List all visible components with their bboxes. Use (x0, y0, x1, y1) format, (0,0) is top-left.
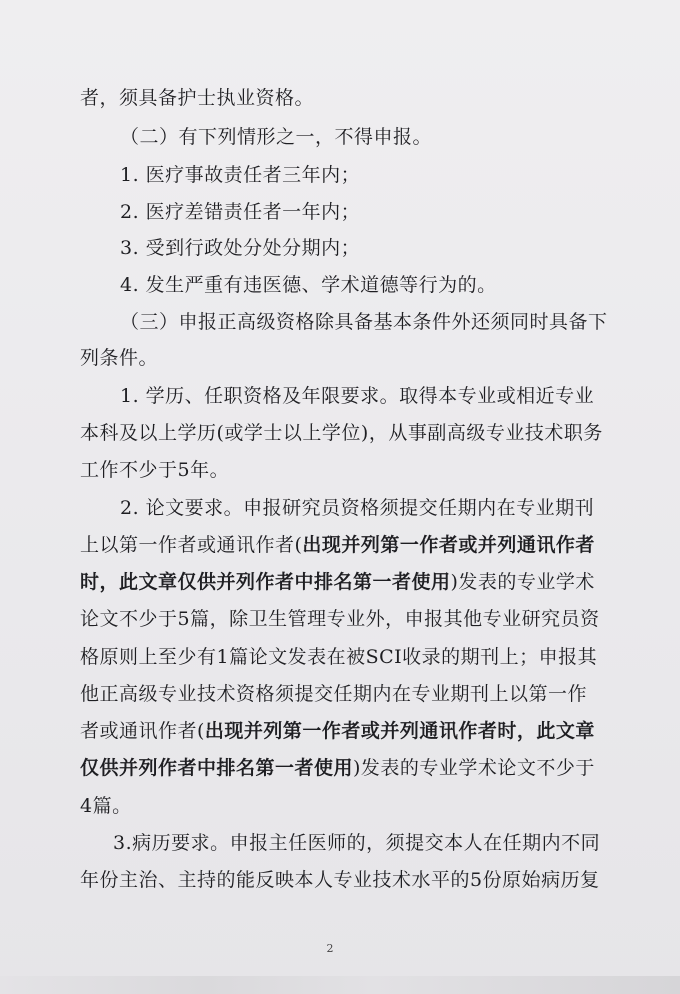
bold-text: 仅供并列作者中排名第一者使用 (80, 757, 354, 779)
bold-text: 出现并列第一作者或并列通讯作者 (302, 534, 595, 556)
text-line: 4篇。 (80, 795, 132, 817)
text-line: 者或通讯作者(出现并列第一作者或并列通讯作者时，此文章 (80, 720, 595, 742)
text-line: 仅供并列作者中排名第一者使用)发表的专业学术论文不少于 (80, 757, 595, 779)
text-line: 论文不少于5篇，除卫生管理专业外，申报其他专业研究员资 (80, 608, 600, 630)
text-line: 他正高级专业技术资格须提交任期内在专业期刊上以第一作 (80, 683, 588, 705)
text-line: 列条件。 (80, 347, 159, 369)
scan-edge (0, 976, 680, 994)
text-line: 年份主治、主持的能反映本人专业技术水平的5份原始病历复 (80, 869, 600, 891)
text-line: 3. 受到行政处分处分期内； (120, 237, 361, 259)
text-line: 3.病历要求。申报主任医师的，须提交本人在任期内不同 (113, 832, 601, 854)
text-line: （二）有下列情形之一，不得申报。 (120, 126, 433, 148)
text-line: （三）申报正高级资格除具备基本条件外还须同时具备下 (120, 311, 608, 333)
text-line: 工作不少于5年。 (80, 459, 230, 481)
page-number: 2 (326, 942, 334, 955)
text-line: 时，此文章仅供并列作者中排名第一者使用)发表的专业学术 (80, 571, 595, 593)
text-line: 2. 论文要求。申报研究员资格须提交任期内在专业期刊 (120, 497, 595, 519)
text-line: 1. 学历、任职资格及年限要求。取得本专业或相近专业 (120, 385, 595, 407)
text-line: 本科及以上学历(或学士以上学位)，从事副高级专业技术职务 (80, 422, 603, 444)
text-line: 2. 医疗差错责任者一年内； (120, 201, 361, 223)
text-line: 者，须具备护士执业资格。 (80, 87, 315, 109)
text-line: 4. 发生严重有违医德、学术道德等行为的。 (120, 274, 497, 296)
bold-text: 出现并列第一作者或并列通讯作者时，此文章 (204, 720, 595, 742)
text-line: 上以第一作者或通讯作者(出现并列第一作者或并列通讯作者 (80, 534, 595, 556)
text-line: 格原则上至少有1篇论文发表在被SCI收录的期刊上；申报其 (80, 646, 598, 668)
bold-text: 时，此文章仅供并列作者中排名第一者使用 (80, 571, 451, 593)
text-line: 1. 医疗事故责任者三年内； (120, 164, 361, 186)
